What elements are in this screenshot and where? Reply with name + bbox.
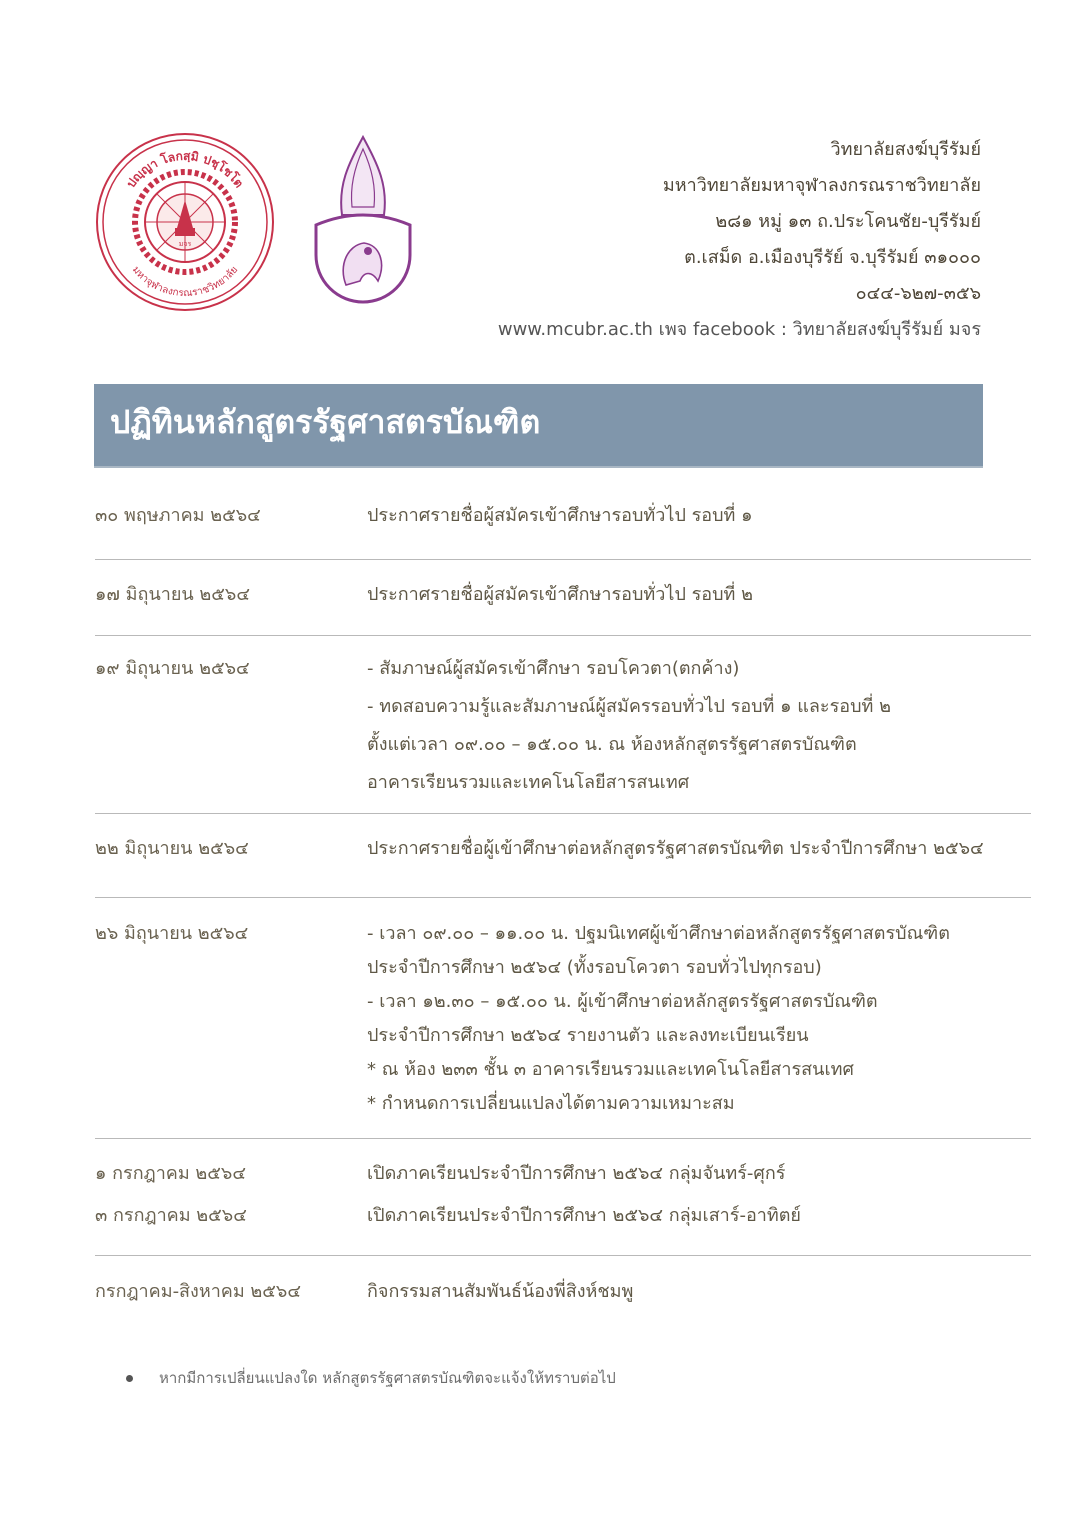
university-name: มหาวิทยาลัยมหาจุฬาลงกรณราชวิทยาลัย bbox=[662, 175, 981, 196]
schedule-text: - เวลา ๐๙.๐๐ – ๑๑.๐๐ น. ปฐมนิเทศผู้เข้าศึกษาต่อหลักสูตรรัฐศาสตรบัณฑิต bbox=[367, 923, 950, 944]
schedule-date bbox=[95, 728, 367, 762]
schedule-text: - สัมภาษณ์ผู้สมัครเข้าศึกษา รอบโควตา(ตกค้าง) bbox=[367, 658, 740, 679]
schedule-date bbox=[95, 951, 367, 985]
schedule-text: ประกาศรายชื่อผู้เข้าศึกษาต่อหลักสูตรรัฐศาสตรบัณฑิต ประจำปีการศึกษา ๒๕๖๔ bbox=[367, 838, 984, 859]
college-seal-logo bbox=[95, 130, 275, 315]
schedule-text: อาคารเรียนรวมและเทคโนโลยีสารสนเทศ bbox=[367, 772, 690, 793]
schedule-text: เปิดภาคเรียนประจำปีการศึกษา ๒๕๖๔ กลุ่มเสาร์-อาทิตย์ bbox=[367, 1205, 801, 1226]
street-address: ๒๘๑ หมู่ ๑๓ ถ.ประโคนชัย-บุรีรัมย์ bbox=[715, 211, 981, 232]
schedule-text: ประจำปีการศึกษา ๒๕๖๔ รายงานตัว และลงทะเบียนเรียน bbox=[367, 1025, 809, 1046]
phone-number: ๐๔๔-๖๒๗-๓๕๖ bbox=[855, 283, 981, 304]
logo1-university-text: มหาจุฬาลงกรณราชวิทยาลัย bbox=[129, 264, 241, 300]
website-facebook: www.mcubr.ac.th เพจ facebook : วิทยาลัยสงฆ์บุรีรัมย์ มจร bbox=[497, 319, 981, 340]
title-banner bbox=[94, 384, 983, 468]
logo1-motto-text: ปญฺญา โลกสฺมิ ปชฺโชโต bbox=[123, 148, 247, 191]
schedule-row bbox=[95, 1139, 1031, 1256]
schedule-date bbox=[95, 1087, 367, 1121]
schedule-text: ตั้งแต่เวลา ๐๙.๐๐ – ๑๕.๐๐ น. ณ ห้องหลักสูตรรัฐศาสตรบัณฑิต bbox=[367, 734, 857, 755]
schedule-text: - ทดสอบความรู้และสัมภาษณ์ผู้สมัครรอบทั่วไป รอบที่ ๑ และรอบที่ ๒ bbox=[367, 696, 891, 717]
schedule-row bbox=[95, 560, 1031, 636]
bullet-icon bbox=[126, 1375, 133, 1382]
schedule-row bbox=[95, 814, 1031, 898]
institution-address bbox=[361, 132, 981, 348]
schedule-text: กิจกรรมสานสัมพันธ์น้องพี่สิงห์ชมพู bbox=[367, 1281, 634, 1302]
schedule-text: ประกาศรายชื่อผู้สมัครเข้าศึกษารอบทั่วไป รอบที่ ๑ bbox=[367, 505, 753, 526]
schedule-text: * กำหนดการเปลี่ยนแปลงได้ตามความเหมาะสม bbox=[367, 1093, 735, 1114]
schedule-text: * ณ ห้อง ๒๓๓ ชั้น ๓ อาคารเรียนรวมและเทคโนโลยีสารสนเทศ bbox=[367, 1059, 854, 1080]
schedule-date bbox=[95, 690, 367, 724]
schedule-date bbox=[95, 1019, 367, 1053]
schedule-table bbox=[95, 478, 1031, 1326]
schedule-date: ๑๙ มิถุนายน ๒๕๖๔ bbox=[95, 658, 250, 679]
schedule-text: เปิดภาคเรียนประจำปีการศึกษา ๒๕๖๔ กลุ่มจันทร์-ศุกร์ bbox=[367, 1163, 786, 1184]
footnote bbox=[126, 1366, 616, 1390]
schedule-date bbox=[95, 985, 367, 1019]
schedule-text: ประกาศรายชื่อผู้สมัครเข้าศึกษารอบทั่วไป รอบที่ ๒ bbox=[367, 584, 753, 605]
schedule-row bbox=[95, 636, 1031, 814]
schedule-date: ๓ กรกฎาคม ๒๕๖๔ bbox=[95, 1205, 247, 1226]
schedule-row bbox=[95, 898, 1031, 1139]
college-name: วิทยาลัยสงฆ์บุรีรัมย์ bbox=[830, 139, 981, 160]
schedule-date: ๒๒ มิถุนายน ๒๕๖๔ bbox=[95, 838, 249, 859]
footnote-text: หากมีการเปลี่ยนแปลงใด หลักสูตรรัฐศาสตรบัณฑิตจะแจ้งให้ทราบต่อไป bbox=[159, 1369, 616, 1387]
schedule-text: - เวลา ๑๒.๓๐ – ๑๕.๐๐ น. ผู้เข้าศึกษาต่อหลักสูตรรัฐศาสตรบัณฑิต bbox=[367, 991, 878, 1012]
schedule-row bbox=[95, 478, 1031, 560]
schedule-date bbox=[95, 766, 367, 800]
schedule-row bbox=[95, 1256, 1031, 1326]
schedule-date bbox=[95, 1053, 367, 1087]
schedule-date: กรกฎาคม-สิงหาคม ๒๕๖๔ bbox=[95, 1281, 301, 1302]
schedule-date: ๓๐ พฤษภาคม ๒๕๖๔ bbox=[95, 505, 261, 526]
page-title: ปฏิทินหลักสูตรรัฐศาสตรบัณฑิต bbox=[110, 403, 541, 441]
schedule-date: ๒๖ มิถุนายน ๒๕๖๔ bbox=[95, 923, 249, 944]
schedule-date: ๑๗ มิถุนายน ๒๕๖๔ bbox=[95, 584, 250, 605]
district-address: ต.เสม็ด อ.เมืองบุรีรัย์ จ.บุรีรัมย์ ๓๑๐๐๐ bbox=[684, 247, 981, 268]
schedule-date: ๑ กรกฎาคม ๒๕๖๔ bbox=[95, 1163, 246, 1184]
schedule-text: ประจำปีการศึกษา ๒๕๖๔ (ทั้งรอบโควตา รอบทั่วไปทุกรอบ) bbox=[367, 957, 822, 978]
logo1-center-text: มจร bbox=[178, 240, 192, 248]
